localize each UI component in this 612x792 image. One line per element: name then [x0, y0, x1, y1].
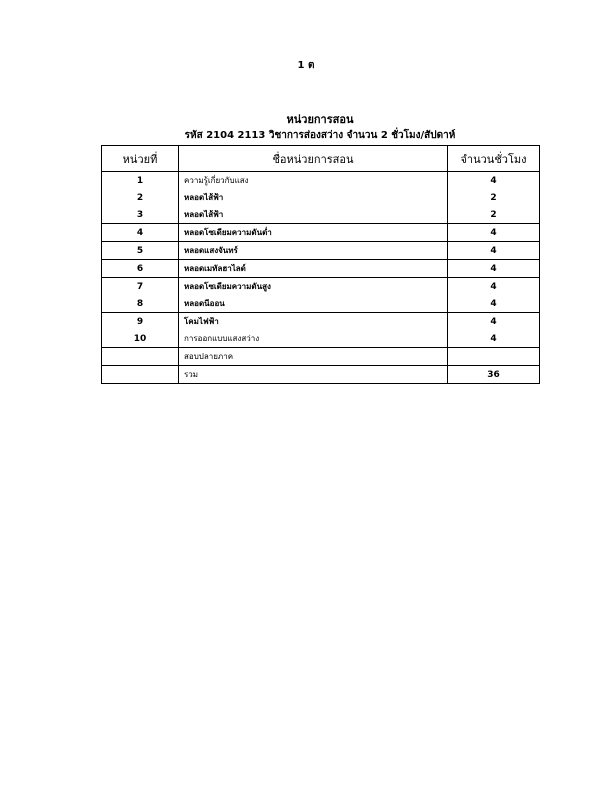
unit-hours: 4 [448, 295, 540, 313]
unit-number: 5 [102, 242, 179, 260]
table-row [102, 172, 540, 190]
unit-name: หลอดนีออน [179, 295, 448, 313]
table-row [102, 348, 540, 366]
teaching-units-table [101, 145, 540, 384]
table-row [102, 313, 540, 331]
unit-name: หลอดไส้ฟ้า [179, 189, 448, 206]
unit-number: 2 [102, 189, 179, 206]
table-row [102, 224, 540, 242]
page-number: 1 ต [297, 60, 315, 71]
unit-name: หลอดโซเดียมความดันต่ำ [179, 224, 448, 242]
unit-number: 7 [102, 278, 179, 296]
unit-number: 3 [102, 206, 179, 224]
table-header-row [102, 146, 540, 172]
unit-hours [448, 348, 540, 366]
table-row [102, 206, 540, 224]
unit-hours: 4 [448, 330, 540, 348]
table-row [102, 189, 540, 206]
unit-hours: 4 [448, 313, 540, 331]
unit-hours: 4 [448, 172, 540, 190]
table-row [102, 295, 540, 313]
unit-hours: 4 [448, 278, 540, 296]
unit-hours: 2 [448, 206, 540, 224]
header-unit: หน่วยที่ [102, 146, 179, 172]
unit-name: การออกแบบแสงสว่าง [179, 330, 448, 348]
unit-name: หลอดไส้ฟ้า [179, 206, 448, 224]
table-row [102, 242, 540, 260]
unit-hours: 4 [448, 224, 540, 242]
unit-number: 1 [102, 172, 179, 190]
unit-number: 9 [102, 313, 179, 331]
unit-name: สอบปลายภาค [179, 348, 448, 366]
unit-hours: 4 [448, 260, 540, 278]
unit-name: รวม [179, 366, 448, 384]
table-row [102, 330, 540, 348]
unit-number: 6 [102, 260, 179, 278]
unit-name: ความรู้เกี่ยวกับแสง [179, 172, 448, 190]
unit-name: หลอดเมทัลฮาไลด์ [179, 260, 448, 278]
table-row [102, 260, 540, 278]
unit-hours: 4 [448, 242, 540, 260]
page-title: หน่วยการสอน [286, 113, 354, 126]
table-row [102, 278, 540, 296]
table-row [102, 366, 540, 384]
header-hours: จำนวนชั่วโมง [448, 146, 540, 172]
unit-number [102, 366, 179, 384]
unit-number: 8 [102, 295, 179, 313]
unit-number: 4 [102, 224, 179, 242]
unit-hours: 36 [448, 366, 540, 384]
unit-name: หลอดแสงจันทร์ [179, 242, 448, 260]
unit-number: 10 [102, 330, 179, 348]
unit-name: โคมไฟฟ้า [179, 313, 448, 331]
course-subtitle: รหัส 2104 2113 วิชาการส่องสว่าง จำนวน 2 ชั่วโมง/สัปดาห์ [184, 130, 456, 141]
unit-hours: 2 [448, 189, 540, 206]
header-unit-name: ชื่อหน่วยการสอน [179, 146, 448, 172]
unit-number [102, 348, 179, 366]
unit-name: หลอดโซเดียมความดันสูง [179, 278, 448, 296]
